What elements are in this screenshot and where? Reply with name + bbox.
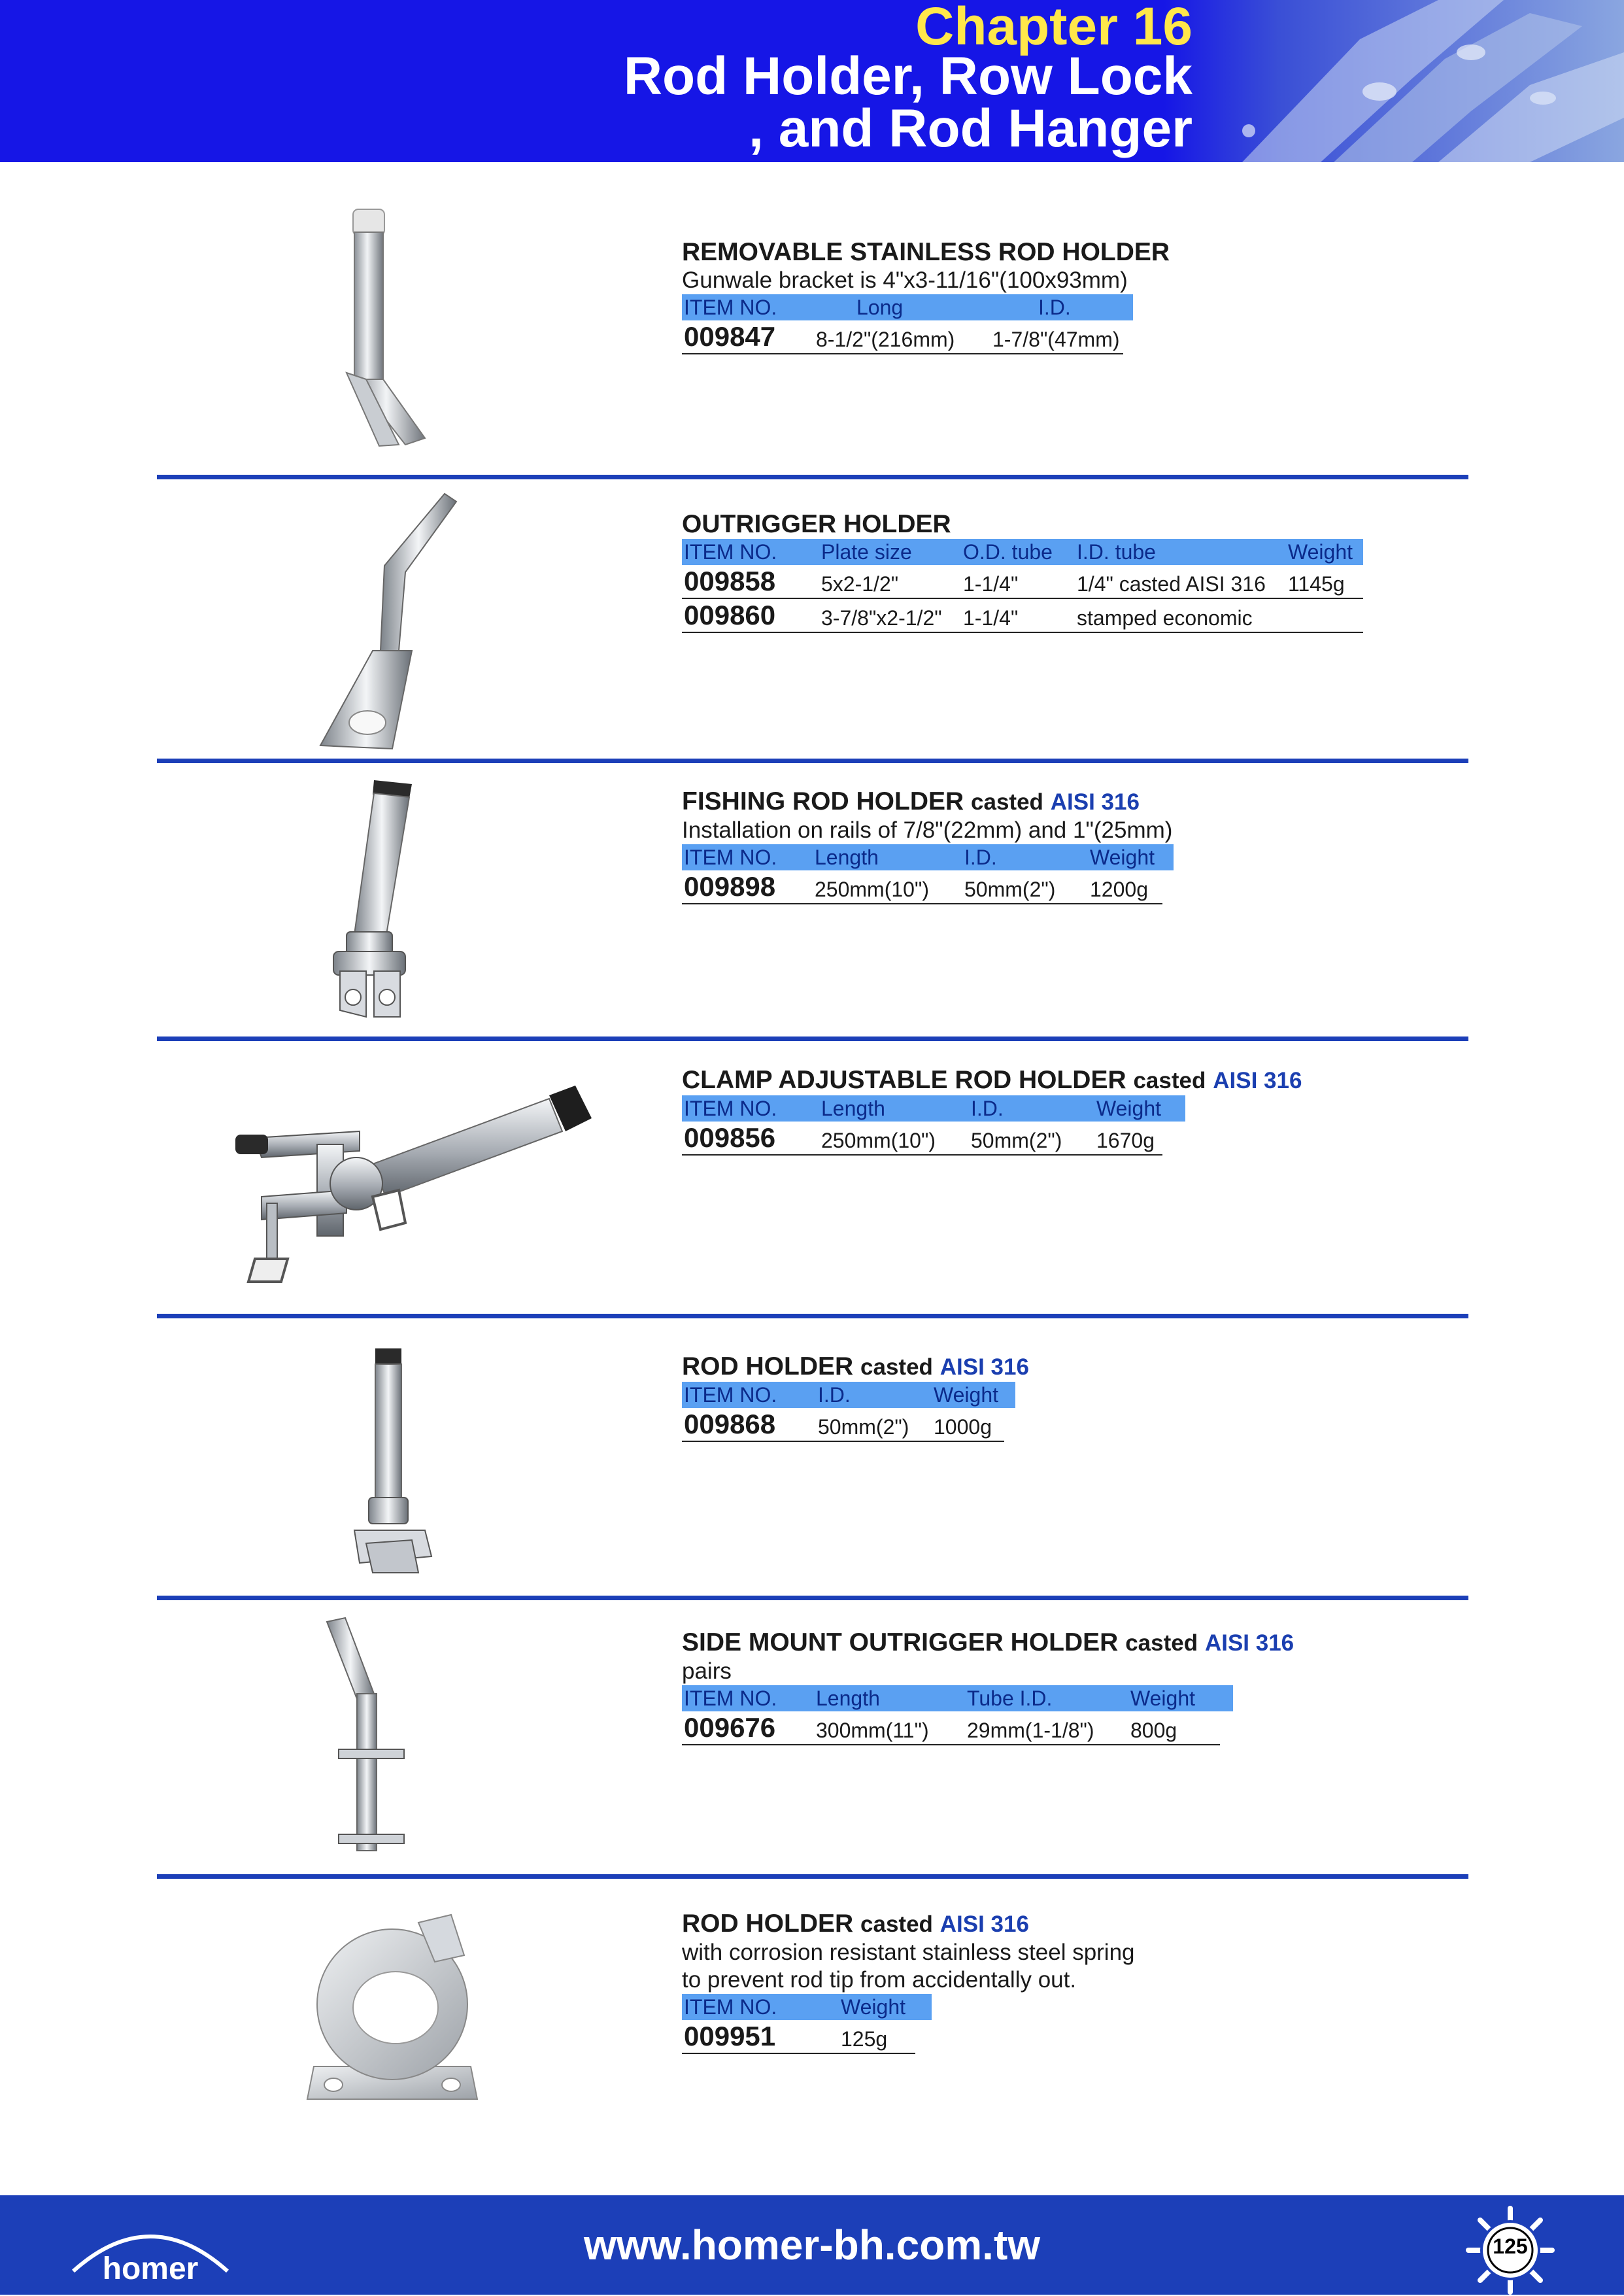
chapter-header <box>0 0 1624 162</box>
table-cell: 1200g <box>1090 878 1148 901</box>
table-cell: 1670g <box>1096 1129 1155 1152</box>
section-divider <box>157 1037 1468 1041</box>
table-cell: 50mm(2") <box>818 1415 909 1439</box>
table-cell: 1-7/8"(47mm) <box>992 328 1120 351</box>
item-number: 009898 <box>684 871 776 902</box>
col-header: ITEM NO. <box>684 1383 777 1407</box>
section-divider <box>157 1314 1468 1318</box>
table-cell: 1145g <box>1288 572 1345 596</box>
table-row <box>682 320 1123 354</box>
table-header <box>682 1382 1015 1408</box>
table-row <box>682 2020 915 2054</box>
table-cell: 50mm(2") <box>964 878 1056 901</box>
clamp-rod-holder-info <box>682 1066 1401 1156</box>
product-title: FISHING ROD HOLDER casted AISI 316 <box>682 787 1140 815</box>
table-cell: 5x2-1/2" <box>821 572 899 596</box>
col-header: ITEM NO. <box>684 1097 777 1120</box>
product-description: pairs <box>682 1658 732 1684</box>
chapter-title-line-1: Rod Holder, Row Lock <box>623 46 1193 106</box>
table-header <box>682 1994 932 2020</box>
col-header: ITEM NO. <box>684 540 777 564</box>
table-row <box>682 1408 1004 1442</box>
table-row <box>682 1711 1220 1745</box>
col-header: I.D. <box>971 1097 1004 1120</box>
table-cell: 125g <box>841 2027 888 2051</box>
table-cell: 1-1/4" <box>963 572 1019 596</box>
table-row <box>682 870 1162 904</box>
col-header: I.D. tube <box>1077 540 1156 564</box>
col-header: ITEM NO. <box>684 1995 777 2019</box>
logo-text: homer <box>102 2252 199 2286</box>
product-title: CLAMP ADJUSTABLE ROD HOLDER casted AISI 316 <box>682 1066 1302 1094</box>
col-header: ITEM NO. <box>684 1687 777 1710</box>
website-url[interactable]: www.homer-bh.com.tw <box>583 2221 1041 2269</box>
item-number: 009868 <box>684 1409 776 1439</box>
table-cell: 250mm(10") <box>821 1129 936 1152</box>
outrigger-holder-image <box>307 487 464 755</box>
table-cell: 3-7/8"x2-1/2" <box>821 606 942 630</box>
product-description: Installation on rails of 7/8"(22mm) and 1"(25mm) <box>682 817 1173 843</box>
col-header: Long <box>856 296 904 319</box>
item-number: 009951 <box>684 2021 776 2051</box>
item-number: 009858 <box>684 566 776 596</box>
chapter-title-line-2: , and Rod Hanger <box>749 99 1193 158</box>
col-header: Weight <box>1096 1097 1162 1120</box>
rod-holder-image <box>347 1347 438 1576</box>
col-header: ITEM NO. <box>684 846 777 869</box>
side-mount-outrigger-image <box>320 1615 431 1857</box>
col-header: Length <box>816 1687 880 1710</box>
side-mount-outrigger-info <box>682 1628 1401 1745</box>
section-divider <box>157 475 1468 479</box>
outrigger-holder-info <box>682 510 1401 633</box>
table-row <box>682 565 1363 599</box>
col-header: Plate size <box>821 540 912 564</box>
table-header <box>682 1685 1233 1711</box>
col-header: Weight <box>1090 846 1155 869</box>
col-header: ITEM NO. <box>684 296 777 319</box>
col-header: Length <box>815 846 879 869</box>
section-divider <box>157 759 1468 763</box>
product-title: SIDE MOUNT OUTRIGGER HOLDER casted AISI 316 <box>682 1628 1294 1656</box>
item-number: 009847 <box>684 321 776 352</box>
table-cell: 800g <box>1130 1719 1177 1742</box>
col-header: Tube I.D. <box>967 1687 1053 1710</box>
table-row <box>682 599 1363 633</box>
item-number: 009860 <box>684 600 776 630</box>
col-header: Weight <box>934 1383 999 1407</box>
table-row <box>682 1122 1162 1156</box>
product-title: REMOVABLE STAINLESS ROD HOLDER <box>682 238 1170 266</box>
product-description: with corrosion resistant stainless steel spring <box>682 1940 1135 1965</box>
col-header: Weight <box>841 1995 906 2019</box>
product-title: ROD HOLDER casted AISI 316 <box>682 1352 1029 1380</box>
col-header: I.D. <box>1038 296 1071 319</box>
product-description: Gunwale bracket is 4"x3-11/16"(100x93mm) <box>682 267 1128 293</box>
table-cell: 8-1/2"(216mm) <box>816 328 955 351</box>
table-cell: 29mm(1-1/8") <box>967 1719 1094 1742</box>
header-background-photo <box>1164 0 1624 162</box>
removable-rod-holder-info <box>682 238 1401 354</box>
page-number: 125 <box>1493 2235 1528 2258</box>
table-cell: stamped economic <box>1077 606 1253 630</box>
table-cell: 50mm(2") <box>971 1129 1062 1152</box>
removable-rod-holder-image <box>340 203 438 451</box>
table-cell: 1-1/4" <box>963 606 1019 630</box>
product-description: to prevent rod tip from accidentally out. <box>682 1967 1077 1993</box>
rod-holder-info <box>682 1352 1401 1442</box>
clamp-rod-holder-image <box>209 1066 601 1295</box>
fishing-rod-holder-image <box>314 775 425 1030</box>
section-divider <box>157 1874 1468 1879</box>
table-header <box>682 294 1133 320</box>
table-cell: 1/4" casted AISI 316 <box>1077 572 1266 596</box>
rod-holder-clip-info <box>682 1910 1401 2054</box>
table-header <box>682 1095 1185 1122</box>
col-header: Weight <box>1130 1687 1196 1710</box>
table-cell: 300mm(11") <box>816 1719 929 1742</box>
section-divider <box>157 1596 1468 1600</box>
product-title: OUTRIGGER HOLDER <box>682 510 951 538</box>
item-number: 009856 <box>684 1122 776 1153</box>
col-header: Weight <box>1288 540 1353 564</box>
table-cell: 1000g <box>934 1415 992 1439</box>
table-cell: 250mm(10") <box>815 878 929 901</box>
table-header <box>682 539 1363 565</box>
table-header <box>682 844 1174 870</box>
chapter-number: Chapter 16 <box>915 0 1193 56</box>
page-footer <box>0 2195 1624 2295</box>
col-header: I.D. <box>818 1383 851 1407</box>
item-number: 009676 <box>684 1712 776 1743</box>
col-header: Length <box>821 1097 885 1120</box>
rod-holder-clip-image <box>294 1910 490 2119</box>
product-title: ROD HOLDER casted AISI 316 <box>682 1910 1029 1938</box>
fishing-rod-holder-info <box>682 787 1401 904</box>
col-header: I.D. <box>964 846 997 869</box>
col-header: O.D. tube <box>963 540 1053 564</box>
